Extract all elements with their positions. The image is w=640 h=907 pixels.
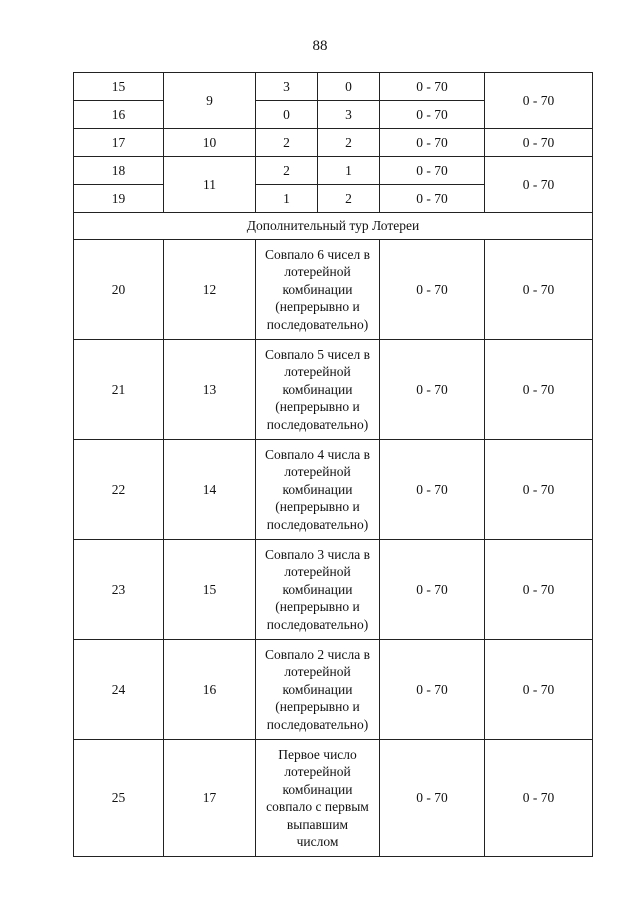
- row-number: 20: [74, 240, 164, 340]
- percent-range-cell: 0 - 70: [380, 157, 485, 185]
- table-row: [74, 740, 593, 857]
- description-line: комбинации: [282, 381, 353, 397]
- description-line: Совпало 5 чисел в: [264, 346, 371, 362]
- percent-range-cell: 0 - 70: [380, 240, 485, 340]
- page-number: 88: [312, 38, 328, 54]
- percent-range-cell: 0 - 70: [380, 740, 485, 857]
- percent-range-cell: 0 - 70: [485, 73, 593, 129]
- category-number: 16: [164, 640, 256, 740]
- description-line: лотерейной: [284, 764, 351, 779]
- percent-range-cell: 0 - 70: [485, 340, 593, 440]
- row-number: 25: [74, 740, 164, 857]
- match-count-cell: 2: [318, 185, 380, 213]
- match-count-cell: 2: [256, 157, 318, 185]
- row-number: 23: [74, 540, 164, 640]
- match-count-cell: 0: [256, 101, 318, 129]
- row-number: 24: [74, 640, 164, 740]
- row-number: 21: [74, 340, 164, 440]
- percent-range-cell: 0 - 70: [380, 640, 485, 740]
- table-row: [74, 440, 593, 540]
- section-row: [74, 213, 593, 240]
- description-line: (непрерывно и: [275, 299, 360, 315]
- description-line: последовательно): [266, 316, 369, 332]
- category-number: 17: [164, 740, 256, 857]
- category-number: 13: [164, 340, 256, 440]
- percent-range-cell: 0 - 70: [380, 440, 485, 540]
- table-row: [74, 129, 593, 157]
- percent-range-cell: 0 - 70: [485, 240, 593, 340]
- condition-description: [256, 240, 380, 340]
- description-line: последовательно): [266, 416, 369, 432]
- row-number: 17: [74, 129, 164, 157]
- description-line: лотерейной: [284, 264, 351, 280]
- description-line: (непрерывно и: [275, 699, 360, 715]
- percent-range-cell: 0 - 70: [485, 129, 593, 157]
- category-number: 15: [164, 540, 256, 640]
- description-line: Совпало 2 числа в: [265, 646, 370, 662]
- description-line: лотерейной: [284, 664, 351, 680]
- prize-table: [73, 72, 593, 857]
- description-line: лотерейной: [284, 364, 351, 380]
- percent-range-cell: 0 - 70: [380, 73, 485, 101]
- percent-range-cell: 0 - 70: [380, 129, 485, 157]
- description-line: Совпало 6 чисел в: [264, 246, 371, 262]
- match-count-cell: 1: [256, 185, 318, 213]
- match-count-cell: 0: [318, 73, 380, 101]
- description-line: (непрерывно и: [275, 399, 360, 415]
- description-line: комбинации: [282, 481, 353, 497]
- percent-range-cell: 0 - 70: [485, 740, 593, 857]
- condition-description: [256, 740, 380, 857]
- match-count-cell: 3: [318, 101, 380, 129]
- description-line: комбинации: [282, 681, 353, 697]
- row-number: 18: [74, 157, 164, 185]
- table-row: [74, 157, 593, 185]
- category-number: 14: [164, 440, 256, 540]
- row-number: 16: [74, 101, 164, 129]
- description-line: комбинации: [282, 281, 353, 297]
- percent-range-cell: 0 - 70: [380, 340, 485, 440]
- match-count-cell: 2: [256, 129, 318, 157]
- category-number: 10: [164, 129, 256, 157]
- description-line: последовательно): [266, 716, 369, 732]
- percent-range-cell: 0 - 70: [485, 640, 593, 740]
- match-count-cell: 3: [256, 73, 318, 101]
- description-line: (непрерывно и: [275, 599, 360, 615]
- percent-range-cell: 0 - 70: [380, 101, 485, 129]
- description-line: Совпало 4 числа в: [265, 446, 370, 462]
- description-line: лотерейной: [284, 464, 351, 480]
- percent-range-cell: 0 - 70: [380, 540, 485, 640]
- match-count-cell: 2: [318, 129, 380, 157]
- condition-description: [256, 540, 380, 640]
- row-number: 15: [74, 73, 164, 101]
- description-line: совпало с первым: [266, 799, 369, 814]
- category-number: 12: [164, 240, 256, 340]
- description-line: числом: [296, 834, 339, 849]
- category-number: 11: [164, 157, 256, 213]
- condition-description: [256, 640, 380, 740]
- percent-range-cell: 0 - 70: [380, 185, 485, 213]
- table-row: [74, 240, 593, 340]
- percent-range-cell: 0 - 70: [485, 440, 593, 540]
- description-line: Первое число: [278, 746, 357, 762]
- section-title: Дополнительный тур Лотереи: [74, 213, 593, 240]
- category-number: 9: [164, 73, 256, 129]
- table-row: [74, 640, 593, 740]
- condition-description: [256, 340, 380, 440]
- condition-description: [256, 440, 380, 540]
- table-row: [74, 73, 593, 101]
- match-count-cell: 1: [318, 157, 380, 185]
- description-line: (непрерывно и: [275, 499, 360, 515]
- percent-range-cell: 0 - 70: [485, 157, 593, 213]
- row-number: 22: [74, 440, 164, 540]
- description-line: последовательно): [266, 516, 369, 532]
- row-number: 19: [74, 185, 164, 213]
- description-line: Совпало 3 числа в: [265, 546, 370, 562]
- table-row: [74, 340, 593, 440]
- description-line: последовательно): [266, 616, 369, 632]
- description-line: лотерейной: [284, 564, 351, 580]
- table-row: [74, 540, 593, 640]
- description-line: комбинации: [282, 781, 353, 797]
- description-line: комбинации: [282, 581, 353, 597]
- description-line: выпавшим: [286, 816, 349, 832]
- percent-range-cell: 0 - 70: [485, 540, 593, 640]
